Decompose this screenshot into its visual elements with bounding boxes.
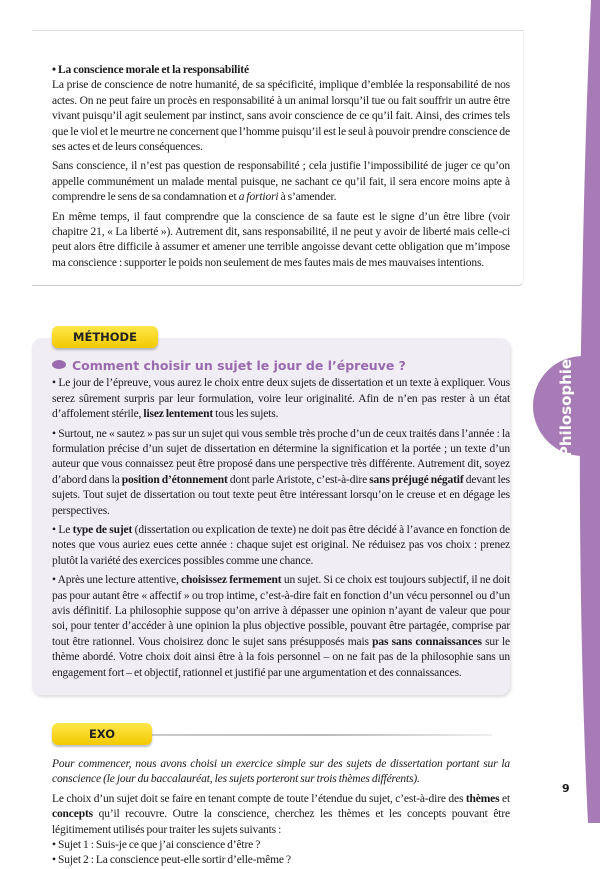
subject-item: • Sujet 1 : Suis-je ce que j’ai conscience d’être ? [52, 839, 261, 852]
method-tag-row [32, 326, 510, 348]
paragraph: Sans conscience, il n’est pas question de responsabilité ; cela justifie l’impossibilité de juger ce qu’on appelle communément un malade mental puisque, ne sachant ce qu’il fait, il sera encore moins apte à comprendre le sens de sa condamnation et a fortiori à s’amender. [52, 160, 510, 204]
section-heading: • La conscience morale et la responsabilité [52, 64, 249, 76]
section-conscience-morale [52, 63, 510, 271]
bullet-icon [52, 360, 66, 369]
exo-tag-row [32, 723, 510, 745]
exo-instructions: Le choix d’un sujet doit se faire en tenant compte de toute l’étendue du sujet, c’est-à-dire des thèmes et concepts qu’il recouvre. Outre la conscience, cherchez les thèmes et les concepts pouvant être légitimement utilisés pour traiter les sujets suivants : [52, 792, 511, 836]
main-column [32, 30, 510, 869]
exo-tag: EXO [52, 723, 152, 745]
subject-item: • Sujet 2 : La conscience peut-elle sortir d’elle-même ? [52, 854, 291, 867]
paragraph: En même temps, il faut comprendre que la conscience de sa faute est le signe d’un être libre (voir chapitre 21, « La liberté »). Autrement dit, sans responsabilité, il ne peut y avoir de liberté mais celle-ci peut alors être difficile à assumer et amener une terrible angoisse devant cette obligation que m’impose ma conscience : supporter le poids non seulement de mes fautes mais de mes mauvaises intentions. [52, 210, 510, 269]
method-bullet: • Surtout, ne « sautez » pas sur un sujet qui vous semble très proche d’un de ceux traités dans l’année : la formulation précise d’un sujet de dissertation en détermine la signification et la portée ; un texte d’un auteur que vous connaissez peut être proposé dans une perspective très différente. Autrement dit, soyez d’abord dans la position d’étonnement dont parle Aristote, c’est-à-dire sans préjugé négatif devant les sujets. Tout sujet de dissertation ou tout texte peut être intéressant lorsqu’on le creuse et en dégage les perspectives. [52, 427, 511, 517]
page-number: 9 [562, 782, 570, 795]
paragraph: La prise de conscience de notre humanité, de sa spécificité, implique d’emblée la responsabilité de nos actes. On ne peut faire un procès en responsabilité à un animal lorsqu’il tue ou fait souffrir un autre être vivant puisqu’il agit seulement par instinct, sans avoir conscience de ce qu’il fait. Ainsi, des crimes tels que le viol et le meurtre ne concernent que l’homme puisqu’il est le seul à pouvoir prendre conscience de ses actes et de leurs conséquences. [52, 79, 510, 154]
method-title: Comment choisir un sujet le jour de l’épreuve ? [52, 358, 510, 373]
divider [152, 734, 492, 736]
method-bullet: • Après une lecture attentive, choisissez fermement un sujet. Si ce choix est toujours subjectif, il ne doit pas pour autant être « affectif » ou trop intime, c’est-à-dire fait en fonction d’un vécu personnel ou d’un avis définitif. La philosophie suppose qu’on arrive à dépasser une opinion n’ayant de valeur que pour soi, pour tenter d’accéder à une opinion la plus objective possible, pouvant être partagée, comprise par tout être rationnel. Vous choisirez donc le sujet sans présupposés mais pas sans connaissances sur le thème abordé. Votre choix doit ainsi être à la fois personnel – on ne fait pas de la philosophie sans un engagement fort – et objectif, rationnel et justifié par une argumentation et des connaissances. [52, 574, 511, 679]
side-tab-label: Philosophie [557, 358, 575, 458]
method-box [32, 338, 510, 695]
method-bullet: • Le type de sujet (dissertation ou explication de texte) ne doit pas être décidé à l’avance en fonction de notes que vous auriez eues cette année : chaque sujet est original. Ne réduisez pas vos choix : prenez plutôt la variété des exercices possibles comme une chance. [52, 523, 510, 567]
section-frame [32, 30, 524, 286]
exo-body [32, 757, 510, 869]
method-bullet: • Le jour de l’épreuve, vous aurez le choix entre deux sujets de dissertation et un texte à expliquer. Vous serez sûrement surpris par leur formulation, voire leur originalité. Afin de n’en pas rester à un état d’affolement stérile, lisez lentement tous les sujets. [52, 377, 510, 421]
method-body [52, 376, 510, 681]
exo-intro: Pour commencer, nous avons choisi un exercice simple sur des sujets de dissertation portant sur la conscience (le jour du baccalauréat, les sujets porteront sur trois thèmes différents). [52, 758, 510, 786]
method-tag: MÉTHODE [52, 326, 158, 348]
